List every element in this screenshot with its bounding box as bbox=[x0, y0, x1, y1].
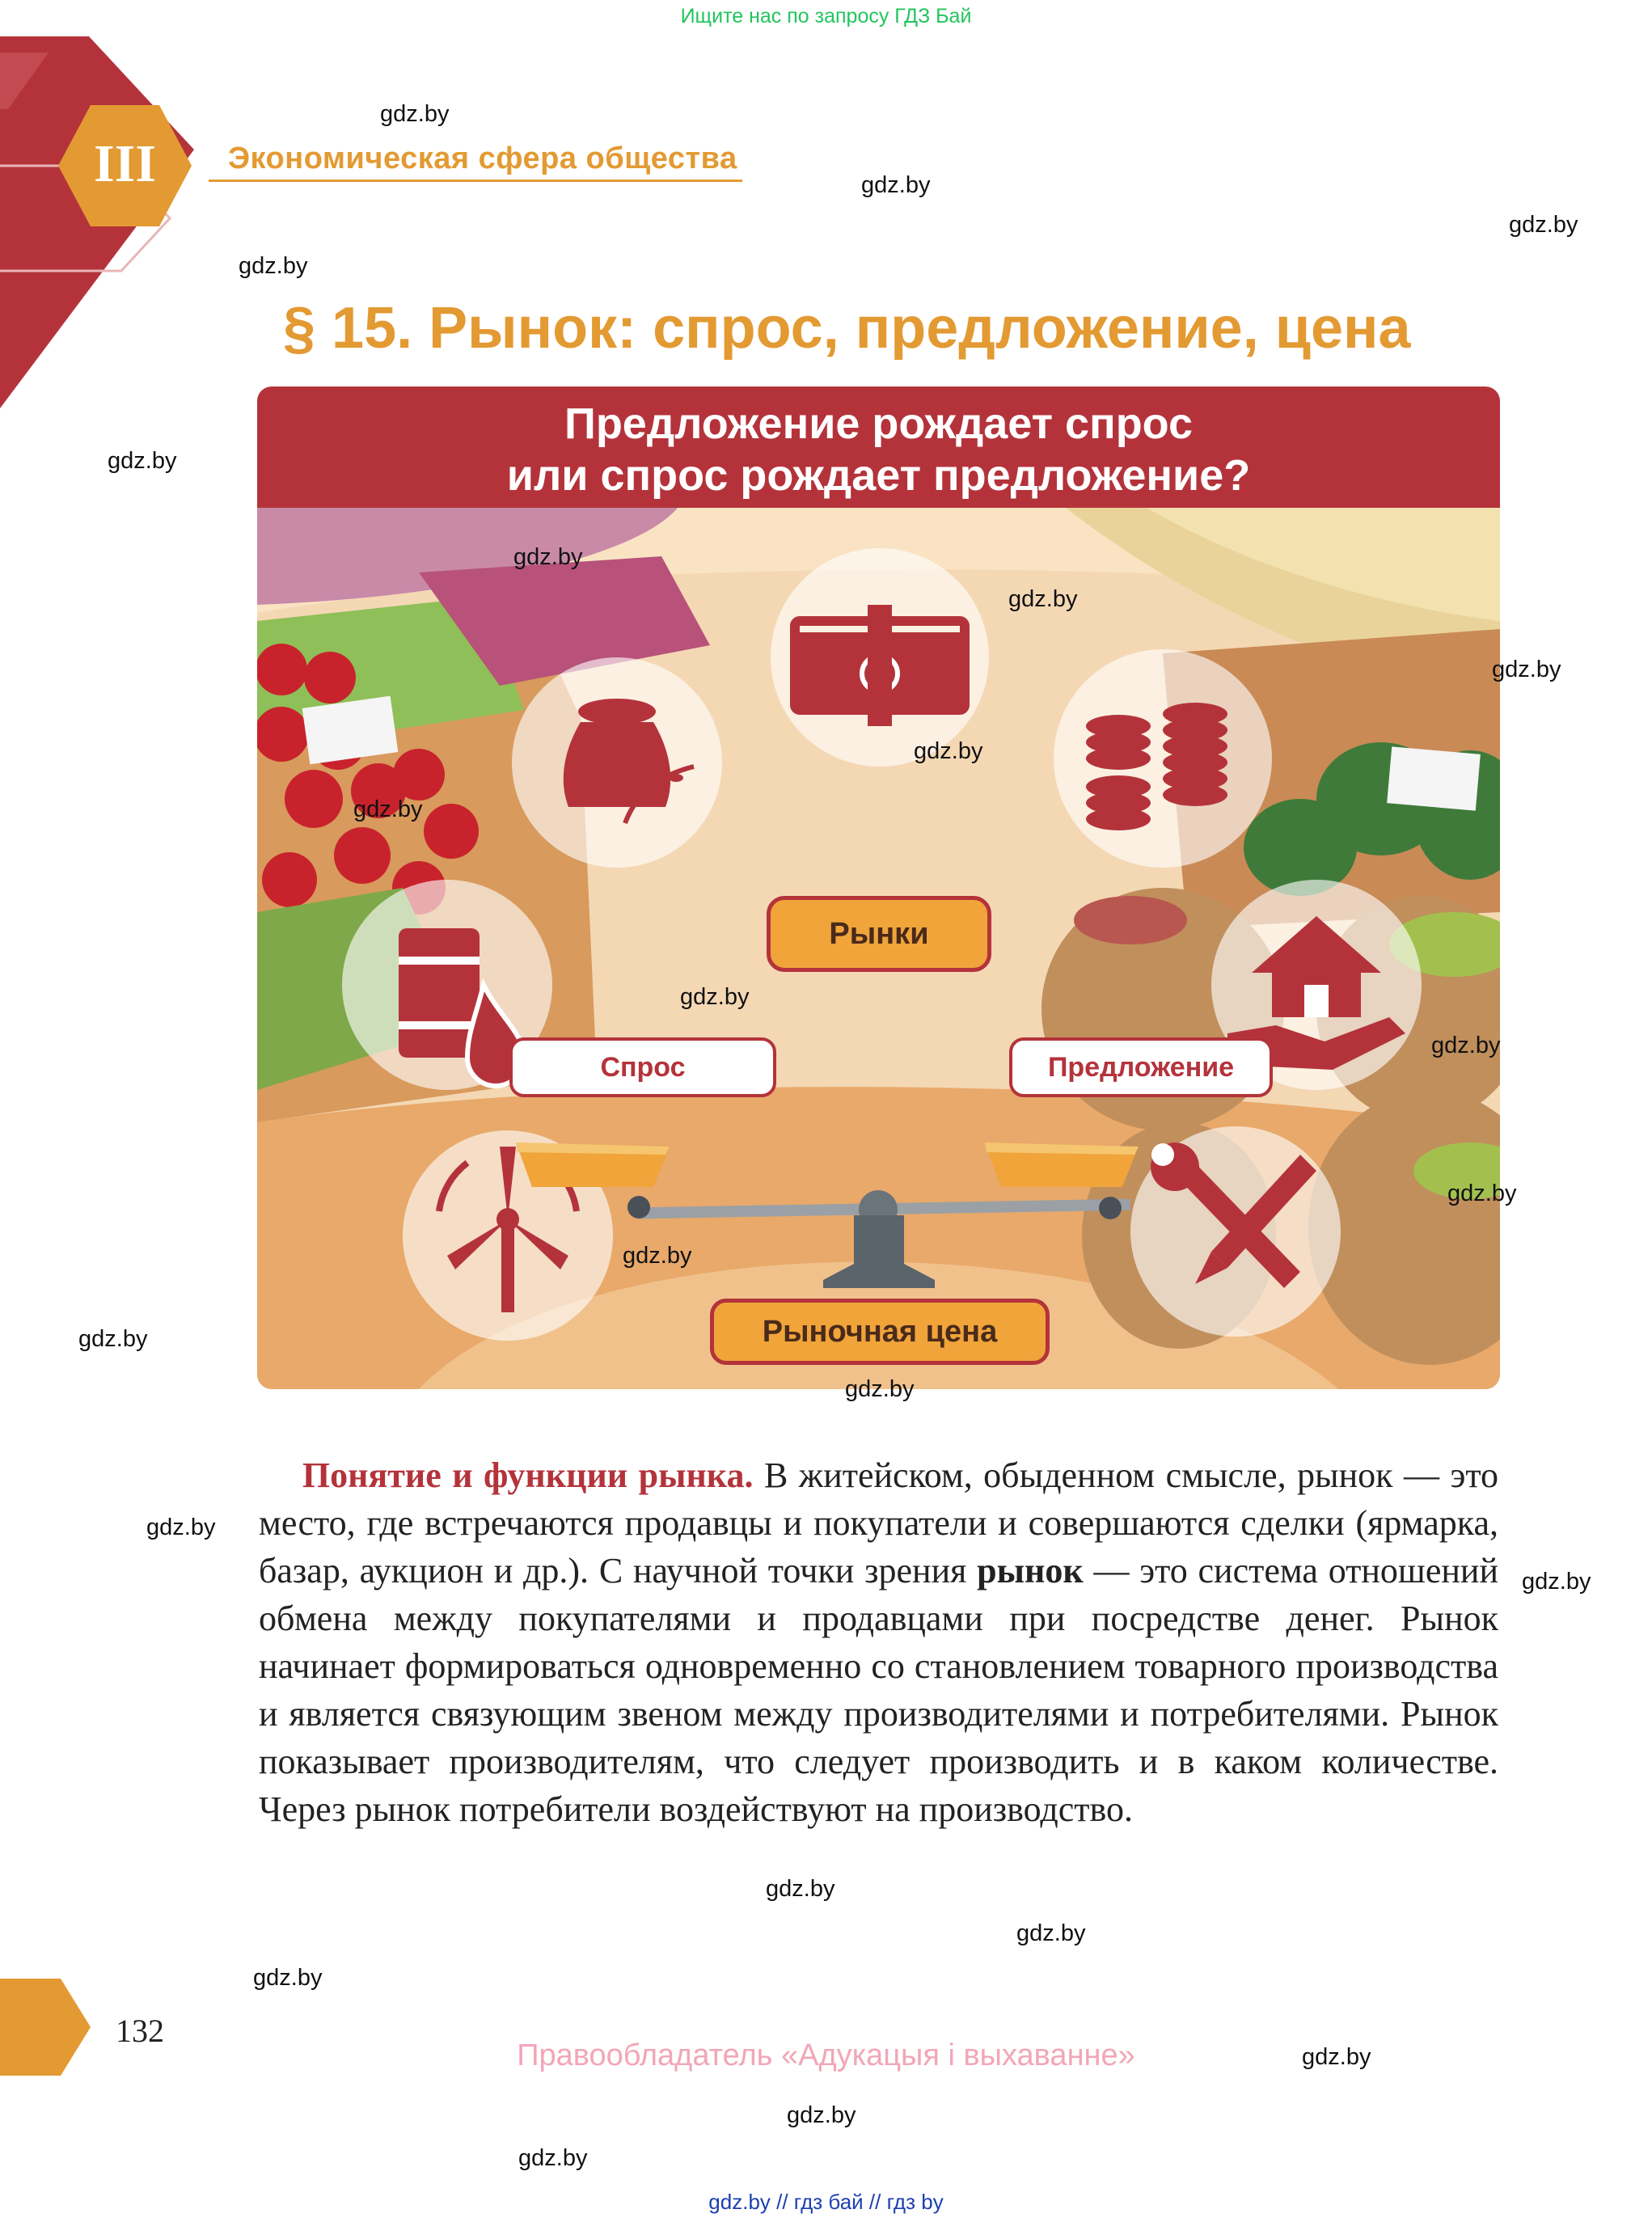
watermark: gdz.by bbox=[353, 796, 423, 822]
watermark: gdz.by bbox=[1431, 1033, 1501, 1058]
page-number: 132 bbox=[116, 2013, 164, 2049]
watermark: gdz.by bbox=[914, 738, 983, 764]
watermark: gdz.by bbox=[1008, 586, 1078, 612]
watermark: gdz.by bbox=[239, 253, 308, 279]
top-search-link[interactable]: Ищите нас по запросу ГДЗ Бай bbox=[680, 5, 972, 27]
watermark: gdz.by bbox=[766, 1876, 835, 1902]
watermark: gdz.by bbox=[380, 101, 450, 127]
watermark: gdz.by bbox=[861, 172, 931, 198]
watermark: gdz.by bbox=[513, 544, 583, 570]
watermark: gdz.by bbox=[146, 1514, 216, 1540]
demand-label: Спрос bbox=[509, 1037, 776, 1097]
watermark: gdz.by bbox=[1447, 1181, 1517, 1206]
body-lead-heading: Понятие и функции рынка. bbox=[302, 1455, 754, 1495]
market-illustration bbox=[257, 508, 1500, 1389]
banknotes-icon bbox=[795, 605, 965, 726]
section-title-rule bbox=[209, 180, 742, 182]
watermark: gdz.by bbox=[1016, 1920, 1086, 1946]
watermark: gdz.by bbox=[845, 1376, 915, 1402]
question-banner-text bbox=[257, 398, 1500, 501]
footer-links[interactable]: gdz.by // гдз бай // гдз by bbox=[708, 2190, 944, 2214]
watermark: gdz.by bbox=[1509, 212, 1578, 238]
supply-label: Предложение bbox=[1009, 1037, 1273, 1097]
watermark: gdz.by bbox=[108, 448, 177, 474]
watermark: gdz.by bbox=[253, 1965, 323, 1991]
watermark: gdz.by bbox=[1522, 1569, 1591, 1595]
copyright-notice: Правообладатель «Адукацыя і выхаванне» bbox=[517, 2038, 1135, 2072]
chapter-numeral: III bbox=[93, 134, 157, 193]
section-title: Экономическая сфера общества bbox=[228, 142, 737, 175]
watermark: gdz.by bbox=[1492, 657, 1561, 682]
watermark: gdz.by bbox=[78, 1326, 148, 1352]
body-text-part-1: В житейском, обыденном смысле, рынок — это место, где встречаются продавцы и покупатели и совершаются сделки (ярмарка, базар, аукцион и др.). С научной точки зрения bbox=[259, 1455, 1499, 1590]
body-paragraph bbox=[259, 1451, 1498, 1833]
watermark: gdz.by bbox=[787, 2102, 856, 2128]
watermark: gdz.by bbox=[518, 2145, 588, 2171]
banner-line-2: или спрос рождает предложение? bbox=[506, 451, 1251, 500]
market-price-label: Рыночная цена bbox=[710, 1299, 1050, 1365]
watermark: gdz.by bbox=[680, 984, 750, 1010]
watermark: gdz.by bbox=[623, 1243, 692, 1269]
body-term: рынок bbox=[977, 1551, 1084, 1590]
banner-line-1: Предложение рождает спрос bbox=[564, 399, 1193, 448]
watermark: gdz.by bbox=[1302, 2044, 1371, 2070]
markets-label: Рынки bbox=[767, 896, 991, 972]
body-text-part-2: — это система отношений обмена между покупателями и продавцами при посредстве денег. Рынок начинает формироваться одновременно со становлением товарного производства и является связующим звеном между производителями и потребителями. Рынок показывает производителям, что следует производить и в каком количестве. Через рынок потребители воздействуют на производство. bbox=[259, 1551, 1498, 1829]
paragraph-title: § 15. Рынок: спрос, предложение, цена bbox=[283, 296, 1411, 361]
